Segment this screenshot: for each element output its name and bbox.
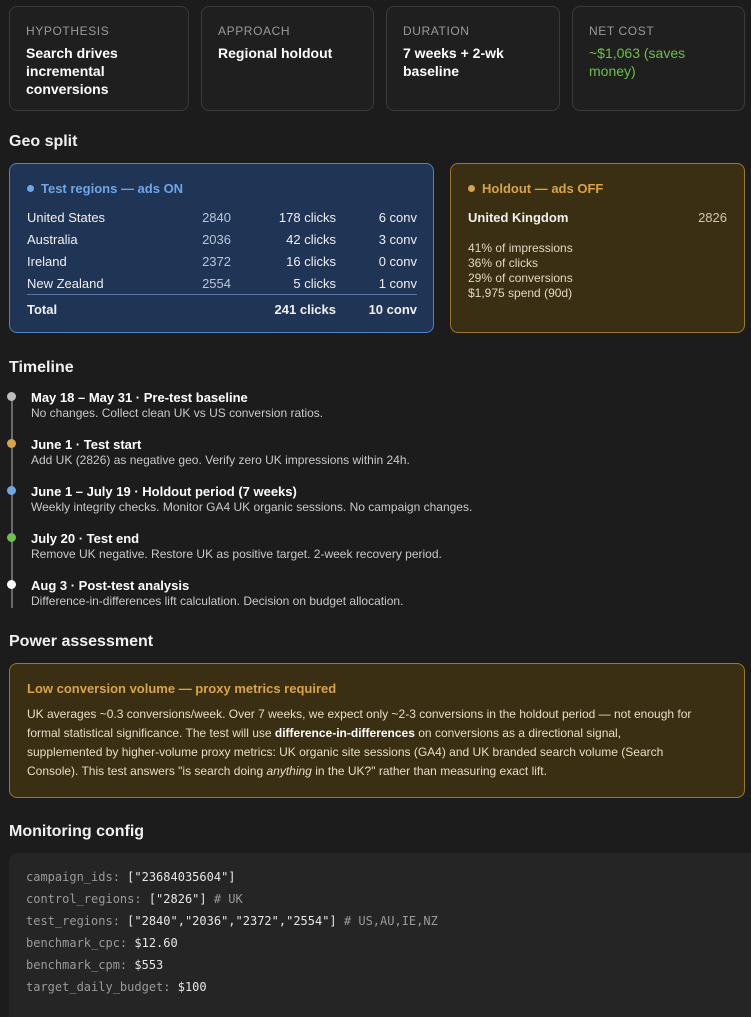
- total-row: [27, 302, 417, 320]
- approach-card: [201, 6, 374, 111]
- holdout-panel: [450, 163, 745, 333]
- timeline-item-title: June 1 – July 19 · Holdout period (7 weeks): [31, 484, 297, 499]
- region-code: 2554: [202, 276, 231, 291]
- text-span: Console). This test answers "is search doing: [27, 764, 267, 778]
- value-line: baseline: [403, 63, 460, 79]
- table-row: [27, 210, 417, 228]
- holdout-heading: [468, 181, 603, 196]
- table-row: [27, 232, 417, 250]
- card-value: [26, 44, 172, 98]
- timeline-item-desc: Add UK (2826) as negative geo. Verify zero UK impressions within 24h.: [31, 453, 410, 467]
- power-heading: Low conversion volume — proxy metrics required: [27, 681, 337, 696]
- timeline-dot-icon: [7, 439, 16, 448]
- region-clicks: 178 clicks: [278, 210, 336, 225]
- section-title-config: Monitoring config: [9, 823, 145, 840]
- test-regions-heading: [27, 181, 183, 196]
- value-line: money): [589, 63, 636, 79]
- heading-text: Holdout — ads OFF: [482, 181, 604, 196]
- timeline-item-desc: Remove UK negative. Restore UK as positive target. 2-week recovery period.: [31, 547, 442, 561]
- region-name: United Kingdom: [468, 210, 569, 225]
- region-name: Ireland: [27, 254, 67, 269]
- code-line: [26, 958, 163, 972]
- stat-line: 29% of conversions: [468, 271, 573, 285]
- stat-line: $1,975 spend (90d): [468, 286, 573, 300]
- code-comment: # UK: [206, 892, 243, 906]
- heading-text: Test regions — ads ON: [41, 181, 184, 196]
- power-assessment-panel: [9, 663, 745, 798]
- value-line: 7 weeks + 2-wk: [403, 45, 504, 61]
- code-value: $100: [170, 980, 207, 994]
- duration-card: [386, 6, 560, 111]
- region-conv: 3 conv: [378, 232, 417, 247]
- text-span: formal statistical significance. The test will use: [27, 726, 275, 740]
- value-line: ~$1,063 (saves: [589, 45, 686, 61]
- region-name: Australia: [27, 232, 78, 247]
- region-clicks: 16 clicks: [286, 254, 336, 269]
- code-line: [26, 980, 207, 994]
- italic-text: anything: [266, 764, 312, 778]
- timeline-item-desc: Weekly integrity checks. Monitor GA4 UK organic sessions. No campaign changes.: [31, 500, 473, 514]
- stat-line: 36% of clicks: [468, 256, 539, 270]
- text-span: in the UK?" rather than measuring exact lift.: [311, 764, 547, 778]
- total-clicks: 241 clicks: [274, 302, 336, 317]
- section-title-power: Power assessment: [9, 633, 154, 650]
- card-value: [218, 44, 357, 62]
- section-title-geo: Geo split: [9, 133, 78, 150]
- code-line: [26, 914, 438, 928]
- timeline-item-desc: No changes. Collect clean UK vs US conversion ratios.: [31, 406, 324, 420]
- value-line: Regional holdout: [218, 45, 333, 61]
- region-code: 2840: [202, 210, 231, 225]
- region-code: 2372: [202, 254, 231, 269]
- table-row: [27, 276, 417, 294]
- config-code-block: [9, 853, 751, 1017]
- total-label: Total: [27, 302, 58, 317]
- region-conv: 1 conv: [378, 276, 417, 291]
- timeline-item-title: Aug 3 · Post-test analysis: [31, 578, 190, 593]
- net-cost-card: [572, 6, 745, 111]
- value-line: Search drives: [26, 45, 118, 61]
- timeline-item-title: May 18 – May 31 · Pre-test baseline: [31, 390, 248, 405]
- blue-dot-icon: [27, 185, 34, 192]
- body-line: [27, 724, 730, 743]
- emphasis-text: difference-in-differences: [274, 726, 415, 740]
- orange-dot-icon: [468, 185, 475, 192]
- region-name: New Zealand: [27, 276, 104, 291]
- divider: [27, 294, 417, 295]
- total-conv: 10 conv: [368, 302, 417, 317]
- timeline-dot-icon: [7, 392, 16, 401]
- test-regions-panel: [9, 163, 434, 333]
- region-name: United States: [27, 210, 106, 225]
- card-label: APPROACH: [218, 24, 291, 38]
- region-conv: 6 conv: [378, 210, 417, 225]
- holdout-stats: [468, 241, 573, 301]
- region-conv: 0 conv: [378, 254, 417, 269]
- hypothesis-card: [9, 6, 189, 111]
- timeline: [9, 390, 745, 610]
- code-value: ["23684035604"]: [119, 870, 236, 884]
- timeline-dot-icon: [7, 486, 16, 495]
- table-row: [27, 254, 417, 272]
- timeline-item-title: June 1 · Test start: [31, 437, 142, 452]
- section-title-timeline: Timeline: [9, 359, 74, 376]
- holdout-region: [468, 210, 727, 225]
- code-value: ["2826"]: [141, 892, 207, 906]
- timeline-item-desc: Difference-in-differences lift calculation. Decision on budget allocation.: [31, 594, 404, 608]
- timeline-dot-icon: [7, 533, 16, 542]
- code-value: $12.60: [127, 936, 178, 950]
- stat-line: 41% of impressions: [468, 241, 573, 255]
- body-line: [27, 762, 730, 781]
- region-code: 2826: [698, 210, 727, 225]
- region-clicks: 5 clicks: [293, 276, 336, 291]
- card-value: [589, 44, 728, 80]
- card-value: [403, 44, 543, 80]
- value-line: incremental: [26, 63, 105, 79]
- body-line: UK averages ~0.3 conversions/week. Over 7 weeks, we expect only ~2-3 conversions in the holdout period — not enough for: [27, 707, 692, 721]
- code-key: test_regions:: [26, 914, 120, 928]
- code-value: $553: [127, 958, 164, 972]
- code-line: [26, 892, 243, 906]
- summary-cards: [9, 6, 745, 111]
- code-value: ["2840","2036","2372","2554"]: [119, 914, 337, 928]
- power-body: [27, 705, 730, 781]
- code-key: campaign_ids:: [26, 870, 120, 884]
- body-line: supplemented by higher-volume proxy metrics: UK organic site sessions (GA4) and UK branded search volume (Search: [27, 745, 664, 759]
- timeline-dot-icon: [7, 580, 16, 589]
- timeline-track: [11, 396, 13, 608]
- timeline-item-title: July 20 · Test end: [31, 531, 140, 546]
- value-line: conversions: [26, 81, 109, 97]
- code-line: [26, 936, 178, 950]
- card-label: HYPOTHESIS: [26, 24, 110, 38]
- card-label: NET COST: [589, 24, 655, 38]
- region-code: 2036: [202, 232, 231, 247]
- code-key: control_regions:: [26, 892, 142, 906]
- code-key: benchmark_cpm:: [26, 958, 128, 972]
- code-key: target_daily_budget:: [26, 980, 171, 994]
- code-comment: # US,AU,IE,NZ: [336, 914, 438, 928]
- code-line: [26, 870, 236, 884]
- card-label: DURATION: [403, 24, 470, 38]
- region-clicks: 42 clicks: [286, 232, 336, 247]
- code-key: benchmark_cpc:: [26, 936, 128, 950]
- text-span: on conversions as a directional signal,: [414, 726, 622, 740]
